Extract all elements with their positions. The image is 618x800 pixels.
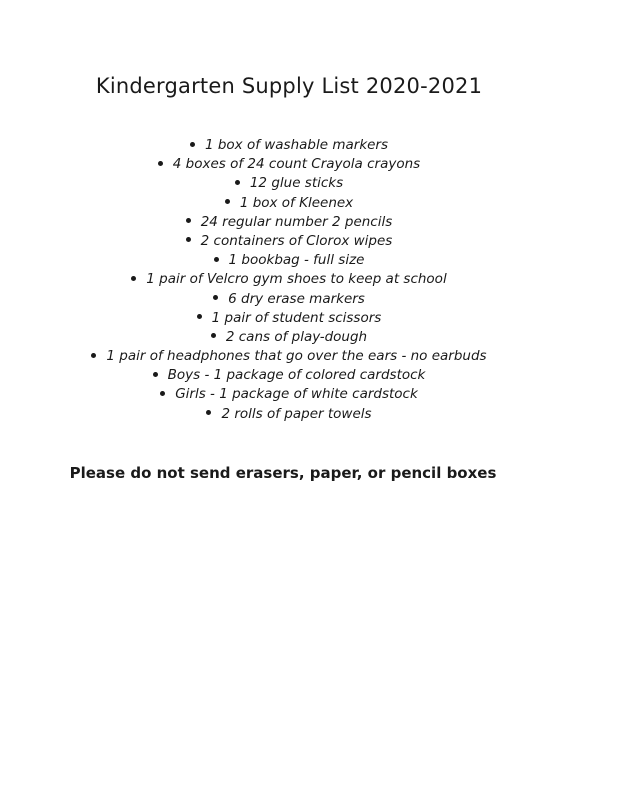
bullet-icon [190, 142, 195, 147]
list-item-text: 2 rolls of paper towels [221, 405, 372, 422]
list-item [0, 232, 578, 251]
bullet-icon [158, 161, 163, 166]
list-item [0, 136, 578, 155]
list-item [0, 309, 578, 328]
bullet-icon [225, 199, 230, 204]
list-item-text: 12 glue sticks [249, 175, 344, 192]
list-item [0, 155, 578, 174]
list-item [0, 366, 578, 385]
document-title: Kindergarten Supply List 2020-2021 [95, 74, 483, 98]
bullet-icon [186, 218, 191, 223]
bullet-icon [235, 180, 240, 185]
list-item-text: 1 box of washable markers [204, 137, 389, 153]
list-item [0, 213, 578, 232]
list-item [0, 194, 578, 213]
list-item-text: 1 box of Kleenex [239, 194, 354, 211]
bullet-icon [91, 353, 96, 358]
list-item-text: 1 pair of Velcro gym shoes to keep at school [146, 271, 447, 288]
list-item-text: 1 pair of student scissors [211, 309, 382, 326]
list-item-text: 2 cans of play-dough [225, 328, 368, 345]
list-item [0, 405, 578, 424]
list-item-text: 24 regular number 2 pencils [200, 213, 393, 230]
list-item-text: 4 boxes of 24 count Crayola crayons [172, 156, 421, 173]
list-item [0, 251, 578, 270]
notice-text: Please do not send erasers, paper, or pencil boxes [69, 464, 497, 482]
bullet-icon [153, 372, 158, 377]
bullet-icon [214, 257, 219, 262]
list-item-text: 1 pair of headphones that go over the ears - no earbuds [106, 348, 487, 365]
list-item [0, 347, 578, 366]
list-item [0, 328, 578, 347]
supply-list [0, 136, 578, 424]
list-item-text: 1 bookbag - full size [228, 252, 365, 269]
list-item-text: 2 containers of Clorox wipes [200, 232, 393, 249]
list-item-text: 6 dry erase markers [228, 290, 365, 307]
list-item-text: Girls - 1 package of white cardstock [175, 386, 418, 403]
list-item-text: Boys - 1 package of colored cardstock [167, 367, 426, 384]
list-item [0, 270, 578, 289]
bullet-icon [186, 237, 191, 242]
bullet-icon [131, 276, 136, 281]
bullet-icon [213, 295, 218, 300]
bullet-icon [197, 314, 202, 319]
list-item [0, 174, 578, 193]
bullet-icon [206, 410, 211, 415]
list-item [0, 385, 578, 404]
bullet-icon [211, 333, 216, 338]
bullet-icon [160, 391, 165, 396]
list-item [0, 290, 578, 309]
